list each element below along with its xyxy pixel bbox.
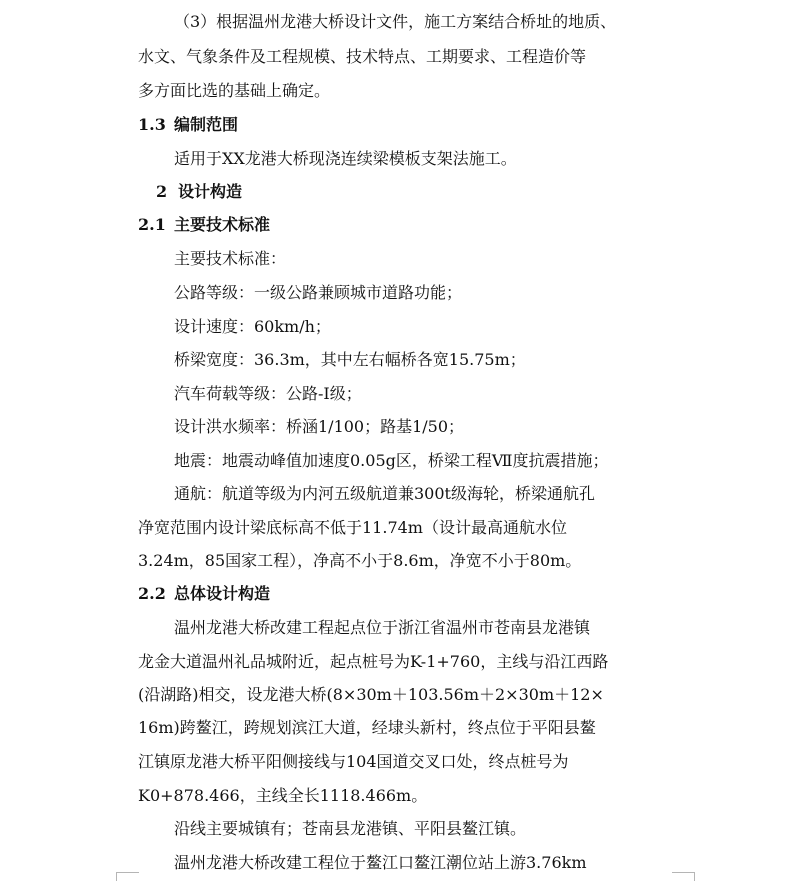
paragraph-line: 水文、气象条件及工程规模、技术特点、工期要求、工程造价等 <box>138 47 587 66</box>
paragraph-line: 3.24m，85国家工程），净高不小于8.6m，净宽不小于80m。 <box>138 551 582 570</box>
paragraph-line: 多方面比选的基础上确定。 <box>138 81 331 100</box>
paragraph-earthquake: 地震：地震动峰值加速度0.05g区，桥梁工程Ⅶ度抗震措施； <box>174 451 609 470</box>
section-heading-1-3 <box>138 108 668 142</box>
heading-title: 编制范围 <box>174 115 239 134</box>
paragraph-line: 净宽范围内设计梁底标高不低于11.74m（设计最高通航水位 <box>138 518 567 537</box>
paragraph-scope: 适用于XX龙港大桥现浇连续梁模板支架法施工。 <box>174 149 517 168</box>
paragraph-bridge-width: 桥梁宽度：36.3m，其中左右幅桥各宽15.75m； <box>174 350 526 369</box>
paragraph-line: 龙金大道温州礼品城附近，起点桩号为K-1+760，主线与沿江西路 <box>138 652 609 671</box>
heading-title: 设计构造 <box>178 182 243 201</box>
heading-number: 2 <box>156 182 168 201</box>
section-heading-2-1 <box>138 208 668 242</box>
paragraph-towns: 沿线主要城镇有；苍南县龙港镇、平阳县鳌江镇。 <box>174 819 527 838</box>
paragraph-location: 温州龙港大桥改建工程位于鳌江口鳌江潮位站上游3.76km <box>174 853 587 872</box>
section-heading-2-2 <box>138 577 668 611</box>
paragraph-road-grade: 公路等级：一级公路兼顾城市道路功能； <box>174 283 463 302</box>
paragraph-line: 温州龙港大桥改建工程起点位于浙江省温州市苍南县龙港镇 <box>174 618 591 637</box>
paragraph-standards-intro: 主要技术标准： <box>174 249 287 268</box>
paragraph-line: （3）根据温州龙港大桥设计文件，施工方案结合桥址的地质、 <box>174 12 617 31</box>
paragraph-line: 通航：航道等级为内河五级航道兼300t级海轮，桥梁通航孔 <box>174 484 595 503</box>
heading-number: 2.2 <box>138 584 166 603</box>
heading-number: 2.1 <box>138 215 166 234</box>
paragraph-line: (沿湖路)相交，设龙港大桥(8×30m＋103.56m＋2×30m＋12× <box>138 685 604 704</box>
page-corner-mark-left <box>116 872 139 881</box>
heading-number: 1.3 <box>138 115 166 134</box>
paragraph-line: K0+878.466，主线全长1118.466m。 <box>138 786 428 805</box>
page-corner-mark-right <box>672 872 695 881</box>
heading-title: 总体设计构造 <box>174 584 271 603</box>
heading-title: 主要技术标准 <box>174 215 271 234</box>
paragraph-flood-frequency: 设计洪水频率：桥涵1/100；路基1/50； <box>174 417 465 436</box>
paragraph-line: 江镇原龙港大桥平阳侧接线与104国道交叉口处，终点桩号为 <box>138 752 569 771</box>
paragraph-design-speed: 设计速度：60km/h； <box>174 317 331 336</box>
paragraph-line: 16m)跨鳌江，跨规划滨江大道，经埭头新村，终点位于平阳县鳌 <box>138 718 596 737</box>
section-heading-2 <box>138 175 668 209</box>
paragraph-load-grade: 汽车荷载等级：公路-Ⅰ级； <box>174 384 362 403</box>
